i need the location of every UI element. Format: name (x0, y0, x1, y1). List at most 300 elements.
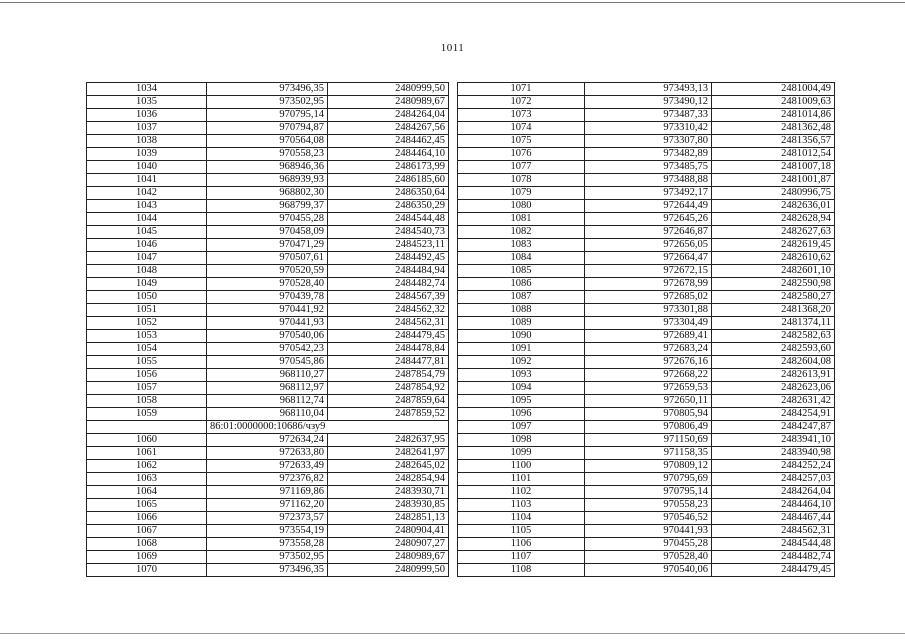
table-row (87, 122, 449, 135)
x-coordinate-cell: 970542,23 (207, 343, 328, 356)
point-number-cell: 1101 (458, 473, 585, 486)
table-row (458, 382, 835, 395)
x-coordinate-cell: 973493,13 (585, 83, 712, 96)
point-number-cell: 1079 (458, 187, 585, 200)
table-row (87, 408, 449, 421)
y-coordinate-cell: 2484523,11 (328, 239, 449, 252)
y-coordinate-cell: 2481362,48 (712, 122, 835, 135)
point-number-cell: 1039 (87, 148, 207, 161)
table-row (87, 265, 449, 278)
y-coordinate-cell: 2482610,62 (712, 252, 835, 265)
x-coordinate-cell: 970558,23 (207, 148, 328, 161)
x-coordinate-cell: 973482,89 (585, 148, 712, 161)
x-coordinate-cell: 968946,36 (207, 161, 328, 174)
point-number-cell: 1095 (458, 395, 585, 408)
x-coordinate-cell: 973490,12 (585, 96, 712, 109)
y-coordinate-cell: 2484264,04 (328, 109, 449, 122)
x-coordinate-cell: 973485,75 (585, 161, 712, 174)
point-number-cell: 1059 (87, 408, 207, 421)
table-row (458, 499, 835, 512)
table-row (458, 395, 835, 408)
point-number-cell: 1072 (458, 96, 585, 109)
x-coordinate-cell: 970546,52 (585, 512, 712, 525)
y-coordinate-cell: 2482645,02 (328, 460, 449, 473)
x-coordinate-cell: 970528,40 (585, 551, 712, 564)
table-row (87, 499, 449, 512)
y-coordinate-cell: 2482637,95 (328, 434, 449, 447)
table-row (458, 330, 835, 343)
x-coordinate-cell: 970806,49 (585, 421, 712, 434)
point-number-cell: 1035 (87, 96, 207, 109)
table-row (87, 187, 449, 200)
x-coordinate-cell: 970471,29 (207, 239, 328, 252)
x-coordinate-cell: 973487,33 (585, 109, 712, 122)
table-row (87, 460, 449, 473)
x-coordinate-cell: 972645,26 (585, 213, 712, 226)
y-coordinate-cell: 2484562,31 (712, 525, 835, 538)
point-number-cell: 1053 (87, 330, 207, 343)
table-row (458, 486, 835, 499)
table-row (87, 486, 449, 499)
table-row (458, 122, 835, 135)
y-coordinate-cell: 2481014,86 (712, 109, 835, 122)
y-coordinate-cell: 2482628,94 (712, 213, 835, 226)
table-row (458, 239, 835, 252)
point-number-cell: 1071 (458, 83, 585, 96)
x-coordinate-cell: 968110,04 (207, 408, 328, 421)
table-row (87, 473, 449, 486)
x-coordinate-cell: 970540,06 (207, 330, 328, 343)
x-coordinate-cell: 968802,30 (207, 187, 328, 200)
y-coordinate-cell: 2482636,01 (712, 200, 835, 213)
x-coordinate-cell: 970795,69 (585, 473, 712, 486)
table-row (458, 460, 835, 473)
point-number-cell: 1048 (87, 265, 207, 278)
x-coordinate-cell: 972656,05 (585, 239, 712, 252)
point-number-cell: 1050 (87, 291, 207, 304)
x-coordinate-cell: 970441,92 (207, 304, 328, 317)
x-coordinate-cell: 972644,49 (585, 200, 712, 213)
point-number-cell: 1049 (87, 278, 207, 291)
y-coordinate-cell: 2484567,39 (328, 291, 449, 304)
point-number-cell: 1057 (87, 382, 207, 395)
table-row (458, 187, 835, 200)
point-number-cell: 1047 (87, 252, 207, 265)
y-coordinate-cell: 2480989,67 (328, 96, 449, 109)
y-coordinate-cell: 2487859,52 (328, 408, 449, 421)
y-coordinate-cell: 2480999,50 (328, 564, 449, 577)
table-row (458, 408, 835, 421)
y-coordinate-cell: 2486350,29 (328, 200, 449, 213)
point-number-cell: 1099 (458, 447, 585, 460)
y-coordinate-cell: 2482641,97 (328, 447, 449, 460)
table-row (87, 382, 449, 395)
table-row (458, 96, 835, 109)
x-coordinate-cell: 972672,15 (585, 265, 712, 278)
y-coordinate-cell: 2483930,71 (328, 486, 449, 499)
x-coordinate-cell: 972664,47 (585, 252, 712, 265)
y-coordinate-cell: 2480989,67 (328, 551, 449, 564)
y-coordinate-cell: 2483941,10 (712, 434, 835, 447)
x-coordinate-cell: 973304,49 (585, 317, 712, 330)
point-number-cell: 1080 (458, 200, 585, 213)
point-number-cell: 1091 (458, 343, 585, 356)
point-number-cell: 1078 (458, 174, 585, 187)
y-coordinate-cell: 2482619,45 (712, 239, 835, 252)
point-number-cell: 1043 (87, 200, 207, 213)
point-number-cell: 1103 (458, 499, 585, 512)
y-coordinate-cell: 2484467,44 (712, 512, 835, 525)
table-row (458, 109, 835, 122)
x-coordinate-cell: 973310,42 (585, 122, 712, 135)
table-row (87, 317, 449, 330)
point-number-cell: 1083 (458, 239, 585, 252)
x-coordinate-cell: 970455,28 (207, 213, 328, 226)
point-number-cell: 1093 (458, 369, 585, 382)
y-coordinate-cell: 2487854,92 (328, 382, 449, 395)
y-coordinate-cell: 2484464,10 (328, 148, 449, 161)
point-number-cell: 1082 (458, 226, 585, 239)
y-coordinate-cell: 2484479,45 (328, 330, 449, 343)
table-row (458, 213, 835, 226)
y-coordinate-cell: 2482627,63 (712, 226, 835, 239)
table-row (458, 473, 835, 486)
x-coordinate-cell: 970441,93 (207, 317, 328, 330)
point-number-cell: 1070 (87, 564, 207, 577)
y-coordinate-cell: 2484482,74 (328, 278, 449, 291)
y-coordinate-cell: 2481356,57 (712, 135, 835, 148)
table-row (87, 291, 449, 304)
table-row (458, 200, 835, 213)
x-coordinate-cell: 972650,11 (585, 395, 712, 408)
y-coordinate-cell: 2481004,49 (712, 83, 835, 96)
point-number-cell: 1054 (87, 343, 207, 356)
point-number-cell: 1051 (87, 304, 207, 317)
point-number-cell: 1074 (458, 122, 585, 135)
point-number-cell: 1092 (458, 356, 585, 369)
x-coordinate-cell: 973307,80 (585, 135, 712, 148)
table-row (458, 343, 835, 356)
table-row (87, 239, 449, 252)
coordinate-tables (86, 82, 835, 577)
table-row (87, 174, 449, 187)
point-number-cell: 1058 (87, 395, 207, 408)
y-coordinate-cell: 2482623,06 (712, 382, 835, 395)
x-coordinate-cell: 971150,69 (585, 434, 712, 447)
table-row (87, 434, 449, 447)
table-row (458, 161, 835, 174)
point-number-cell: 1076 (458, 148, 585, 161)
x-coordinate-cell: 973496,35 (207, 564, 328, 577)
table-row (458, 317, 835, 330)
x-coordinate-cell: 970507,61 (207, 252, 328, 265)
table-row (87, 109, 449, 122)
table-row (87, 252, 449, 265)
point-number-cell: 1037 (87, 122, 207, 135)
y-coordinate-cell: 2484562,32 (328, 304, 449, 317)
y-coordinate-cell: 2481007,18 (712, 161, 835, 174)
left-coordinate-table (86, 82, 449, 577)
table-row (458, 304, 835, 317)
point-number-cell: 1060 (87, 434, 207, 447)
table-row (458, 174, 835, 187)
y-coordinate-cell: 2482590,98 (712, 278, 835, 291)
x-coordinate-cell: 970795,14 (207, 109, 328, 122)
point-number-cell: 1068 (87, 538, 207, 551)
point-number-cell: 1061 (87, 447, 207, 460)
scan-bottom-edge (0, 633, 905, 634)
x-coordinate-cell: 970458,09 (207, 226, 328, 239)
point-number-cell: 1084 (458, 252, 585, 265)
cadastral-number-label: 86:01:0000000:10686/чзу9 (207, 421, 449, 434)
x-coordinate-cell: 972659,53 (585, 382, 712, 395)
point-number-cell: 1105 (458, 525, 585, 538)
point-number-cell: 1107 (458, 551, 585, 564)
table-row (87, 369, 449, 382)
y-coordinate-cell: 2486173,99 (328, 161, 449, 174)
y-coordinate-cell: 2486350,64 (328, 187, 449, 200)
point-number-cell: 1087 (458, 291, 585, 304)
table-row (87, 356, 449, 369)
x-coordinate-cell: 968110,27 (207, 369, 328, 382)
x-coordinate-cell: 970520,59 (207, 265, 328, 278)
y-coordinate-cell: 2481374,11 (712, 317, 835, 330)
table-row (87, 200, 449, 213)
x-coordinate-cell: 970795,14 (585, 486, 712, 499)
x-coordinate-cell: 970441,93 (585, 525, 712, 538)
right-coordinate-table (457, 82, 835, 577)
table-row (458, 135, 835, 148)
point-number-cell: 1089 (458, 317, 585, 330)
point-number-cell: 1069 (87, 551, 207, 564)
table-row (87, 83, 449, 96)
x-coordinate-cell: 973488,88 (585, 174, 712, 187)
y-coordinate-cell: 2481009,63 (712, 96, 835, 109)
y-coordinate-cell: 2484254,91 (712, 408, 835, 421)
table-row (458, 226, 835, 239)
point-number-cell: 1108 (458, 564, 585, 577)
y-coordinate-cell: 2484479,45 (712, 564, 835, 577)
point-number-cell: 1077 (458, 161, 585, 174)
table-row (458, 564, 835, 577)
y-coordinate-cell: 2480996,75 (712, 187, 835, 200)
y-coordinate-cell: 2482604,08 (712, 356, 835, 369)
point-number-cell: 1086 (458, 278, 585, 291)
y-coordinate-cell: 2482582,63 (712, 330, 835, 343)
x-coordinate-cell: 968112,97 (207, 382, 328, 395)
x-coordinate-cell: 972685,02 (585, 291, 712, 304)
point-number-cell: 1046 (87, 239, 207, 252)
y-coordinate-cell: 2482854,94 (328, 473, 449, 486)
y-coordinate-cell: 2484492,45 (328, 252, 449, 265)
table-row (87, 278, 449, 291)
x-coordinate-cell: 970439,78 (207, 291, 328, 304)
point-number-cell: 1066 (87, 512, 207, 525)
y-coordinate-cell: 2484544,48 (328, 213, 449, 226)
table-row (458, 356, 835, 369)
point-number-cell: 1042 (87, 187, 207, 200)
table-row (458, 538, 835, 551)
point-number-cell: 1034 (87, 83, 207, 96)
table-row (87, 304, 449, 317)
table-row (458, 421, 835, 434)
x-coordinate-cell: 973301,88 (585, 304, 712, 317)
table-row (87, 161, 449, 174)
y-coordinate-cell: 2486185,60 (328, 174, 449, 187)
table-row (458, 291, 835, 304)
point-number-cell: 1062 (87, 460, 207, 473)
y-coordinate-cell: 2482601,10 (712, 265, 835, 278)
table-row (87, 512, 449, 525)
x-coordinate-cell: 972373,57 (207, 512, 328, 525)
x-coordinate-cell: 968799,37 (207, 200, 328, 213)
x-coordinate-cell: 973502,95 (207, 551, 328, 564)
x-coordinate-cell: 970558,23 (585, 499, 712, 512)
table-row (458, 252, 835, 265)
y-coordinate-cell: 2481012,54 (712, 148, 835, 161)
point-number-cell: 1041 (87, 174, 207, 187)
x-coordinate-cell: 971158,35 (585, 447, 712, 460)
table-row (87, 395, 449, 408)
point-number-cell: 1073 (458, 109, 585, 122)
x-coordinate-cell: 968939,93 (207, 174, 328, 187)
point-number-cell: 1040 (87, 161, 207, 174)
y-coordinate-cell: 2484464,10 (712, 499, 835, 512)
table-row (87, 564, 449, 577)
table-row (87, 226, 449, 239)
point-number-cell: 1064 (87, 486, 207, 499)
x-coordinate-cell: 972676,16 (585, 356, 712, 369)
y-coordinate-cell: 2483940,98 (712, 447, 835, 460)
x-coordinate-cell: 970455,28 (585, 538, 712, 551)
table-row (87, 538, 449, 551)
empty-cell (87, 421, 207, 434)
point-number-cell: 1090 (458, 330, 585, 343)
table-row (87, 213, 449, 226)
y-coordinate-cell: 2484462,45 (328, 135, 449, 148)
point-number-cell: 1100 (458, 460, 585, 473)
page-number: 1011 (440, 42, 465, 54)
point-number-cell: 1063 (87, 473, 207, 486)
x-coordinate-cell: 972633,80 (207, 447, 328, 460)
y-coordinate-cell: 2484482,74 (712, 551, 835, 564)
y-coordinate-cell: 2482631,42 (712, 395, 835, 408)
y-coordinate-cell: 2484477,81 (328, 356, 449, 369)
table-row (458, 447, 835, 460)
x-coordinate-cell: 972689,41 (585, 330, 712, 343)
table-row (458, 512, 835, 525)
point-number-cell: 1088 (458, 304, 585, 317)
y-coordinate-cell: 2484540,73 (328, 226, 449, 239)
point-number-cell: 1038 (87, 135, 207, 148)
table-row (87, 135, 449, 148)
x-coordinate-cell: 970794,87 (207, 122, 328, 135)
y-coordinate-cell: 2487859,64 (328, 395, 449, 408)
table-row (87, 343, 449, 356)
x-coordinate-cell: 970540,06 (585, 564, 712, 577)
y-coordinate-cell: 2487854,79 (328, 369, 449, 382)
y-coordinate-cell: 2480907,27 (328, 538, 449, 551)
y-coordinate-cell: 2484562,31 (328, 317, 449, 330)
x-coordinate-cell: 973492,17 (585, 187, 712, 200)
x-coordinate-cell: 971169,86 (207, 486, 328, 499)
y-coordinate-cell: 2480904,41 (328, 525, 449, 538)
y-coordinate-cell: 2482580,27 (712, 291, 835, 304)
x-coordinate-cell: 973554,19 (207, 525, 328, 538)
x-coordinate-cell: 972678,99 (585, 278, 712, 291)
y-coordinate-cell: 2484484,94 (328, 265, 449, 278)
table-row (87, 525, 449, 538)
point-number-cell: 1036 (87, 109, 207, 122)
table-row (458, 525, 835, 538)
y-coordinate-cell: 2484247,87 (712, 421, 835, 434)
y-coordinate-cell: 2484544,48 (712, 538, 835, 551)
table-row (458, 83, 835, 96)
y-coordinate-cell: 2484252,24 (712, 460, 835, 473)
y-coordinate-cell: 2484267,56 (328, 122, 449, 135)
point-number-cell: 1055 (87, 356, 207, 369)
x-coordinate-cell: 970805,94 (585, 408, 712, 421)
x-coordinate-cell: 973502,95 (207, 96, 328, 109)
y-coordinate-cell: 2482613,91 (712, 369, 835, 382)
section-row (87, 421, 449, 434)
y-coordinate-cell: 2484264,04 (712, 486, 835, 499)
table-row (458, 265, 835, 278)
table-row (458, 148, 835, 161)
point-number-cell: 1085 (458, 265, 585, 278)
x-coordinate-cell: 972376,82 (207, 473, 328, 486)
point-number-cell: 1045 (87, 226, 207, 239)
point-number-cell: 1106 (458, 538, 585, 551)
x-coordinate-cell: 970564,08 (207, 135, 328, 148)
x-coordinate-cell: 972683,24 (585, 343, 712, 356)
point-number-cell: 1081 (458, 213, 585, 226)
point-number-cell: 1075 (458, 135, 585, 148)
table-row (87, 330, 449, 343)
point-number-cell: 1102 (458, 486, 585, 499)
point-number-cell: 1094 (458, 382, 585, 395)
x-coordinate-cell: 972633,49 (207, 460, 328, 473)
table-row (87, 551, 449, 564)
point-number-cell: 1052 (87, 317, 207, 330)
scan-top-edge (0, 2, 905, 3)
table-row (87, 148, 449, 161)
x-coordinate-cell: 973558,28 (207, 538, 328, 551)
point-number-cell: 1056 (87, 369, 207, 382)
point-number-cell: 1067 (87, 525, 207, 538)
x-coordinate-cell: 972634,24 (207, 434, 328, 447)
y-coordinate-cell: 2484478,84 (328, 343, 449, 356)
point-number-cell: 1044 (87, 213, 207, 226)
table-row (458, 278, 835, 291)
x-coordinate-cell: 970809,12 (585, 460, 712, 473)
point-number-cell: 1097 (458, 421, 585, 434)
y-coordinate-cell: 2481368,20 (712, 304, 835, 317)
point-number-cell: 1104 (458, 512, 585, 525)
y-coordinate-cell: 2482593,60 (712, 343, 835, 356)
table-row (458, 551, 835, 564)
x-coordinate-cell: 973496,35 (207, 83, 328, 96)
x-coordinate-cell: 970545,86 (207, 356, 328, 369)
y-coordinate-cell: 2484257,03 (712, 473, 835, 486)
x-coordinate-cell: 968112,74 (207, 395, 328, 408)
y-coordinate-cell: 2482851,13 (328, 512, 449, 525)
point-number-cell: 1096 (458, 408, 585, 421)
table-row (458, 434, 835, 447)
y-coordinate-cell: 2481001,87 (712, 174, 835, 187)
x-coordinate-cell: 972668,22 (585, 369, 712, 382)
x-coordinate-cell: 972646,87 (585, 226, 712, 239)
